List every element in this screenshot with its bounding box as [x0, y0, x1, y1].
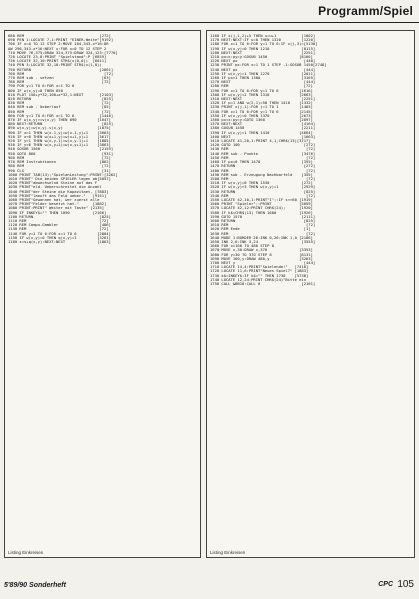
code-line: 1360 px=x:py=y:GOTO 1360 [2097]: [210, 117, 313, 123]
code-line: 790 FOR y=1 TO 6:FOR x=1 TO 6: [8, 83, 75, 89]
page-header: [0, 0, 419, 23]
code-line: 880 NEXT:RETURN [825]: [8, 121, 114, 127]
code-line: 1220 NEXT px [448]: [210, 58, 316, 64]
code-line: 960 REM [72]: [8, 154, 111, 160]
code-line: 1250 IF w(x,y)=1 THEN 1270 [2011]: [210, 70, 316, 76]
code-line: 1720 LOCATE 11,6:PRINT"Neues Spiel?" [1883]: [210, 268, 309, 274]
code-line: 1560 PRINT "Spieler";:PRINT [5059]: [210, 201, 313, 207]
code-line: 1660 FOR x=160 TO 480 STEP 8: [210, 243, 275, 249]
code-line: 700 IF x=0 TO 12 STEP 2:MOVE 104,343-x*16:DR: [8, 41, 109, 47]
code-line: 930 IF y<6 THEN w(x,y+1)=w(x,y+1)+1 [3863]: [8, 142, 111, 148]
code-line: 780 REM [72]: [8, 79, 111, 85]
code-line: 850 REM [72]: [8, 108, 111, 114]
code-line: 1380 GOSUB 1450 [2211]: [210, 125, 316, 131]
code-line: 1000 PRINT TAB(13);"SpielanLeitung":PRINT:[3262]: [8, 171, 118, 177]
page-footer: [0, 574, 419, 599]
code-line: 1120 REM Compu-Gambler [486]: [8, 222, 111, 228]
code-line: 1310 NEXT:NEXT [2251]: [210, 96, 316, 102]
code-line: 720 LOCATE 23,8:PRINT "Spielstand":P [6859]: [8, 54, 107, 60]
code-line: 1580 IF k$=CHR$(13) THEN 1600 [1926]: [210, 209, 313, 215]
code-line: 740 PEN 3:LOCATE 32,18:PRINT STR$(x(1,0)): [8, 62, 102, 68]
code-line: 1330 PRINT x(j,1):FOR j=1 TO 1 [1483]: [210, 104, 313, 110]
code-line: 990 CLS [31]: [8, 167, 111, 173]
page-number: 105: [397, 579, 414, 590]
code-line: 730 LOCATE 32,10:PRINT STR$(x(0,0)) [6011]: [8, 58, 107, 64]
code-line: 1540 REM [72]: [210, 192, 316, 198]
code-line: 1050 PRINT"laeuft das Feld ueber." [9151]: [8, 192, 107, 198]
code-line: 680 REM [272]: [8, 33, 111, 38]
magazine-logo: CPC: [378, 581, 393, 588]
code-line: 970 REM Instruktionen [862]: [8, 159, 111, 165]
code-line: 950 GOTO 860 [931]: [8, 150, 114, 156]
code-line: 1430 REM [72]: [210, 146, 316, 152]
code-line: 1670 MOVE x,30:DRAW x,370 [3353]: [210, 247, 313, 253]
code-line: 1530 RETURN [825]: [210, 188, 316, 194]
code-line: 1030 PRINT"eld. Ueberschreitet die Anzahl: [8, 184, 102, 190]
listing-caption: Listing Einkreisen: [8, 550, 44, 555]
code-line: 1110 REM [72]: [8, 217, 109, 223]
code-line: 1150 IF w(x,y)=0 THEN q(x,y)=1 [3261]: [8, 234, 111, 240]
code-line: 1160 s=s+q(x,y):NEXT:NEXT [1863]: [8, 238, 111, 244]
code-line: AW 296,343-x*16:NEXT x:FOR x=0 TO 12 STEP 2: [8, 45, 107, 51]
code-line: 1750 CALL &BB18:CALL 0 [2161]: [210, 280, 316, 286]
code-line: 820 RETURN [825]: [8, 96, 114, 102]
code-line: 1710 LOCATE 14,4:PRINT"Spielende!" [7418]: [210, 264, 309, 270]
code-line: 1570 LOCATE 42,12:PRINT CHR$(24); [1920]: [210, 205, 313, 211]
code-line: 980 REM [72]: [8, 163, 111, 169]
code-line: 1620 REM Ende [1]: [210, 226, 311, 232]
code-line: 900 IF x>1 THEN w(x-1,y)=w(x-1,y)+1 [3663]: [8, 129, 111, 135]
code-line: 760 REM [72]: [8, 70, 114, 76]
code-line: 1740 LOCATE 12,24:PRINT CHR$(24)"Bitte ein: [210, 276, 307, 282]
code-line: 1010 PRINT" Die beiden SPIELER legen ab[5057]: [8, 175, 111, 181]
code-line: 910 IF x<6 THEN w(x+1,y)=w(x+1,y)+1 [3617]: [8, 133, 111, 139]
code-line: 690 PEN 1:LOCATE 7,1:PRINT "EINER-Weite"[9192]: [8, 37, 114, 43]
code-line: 1610 REM [72]: [210, 222, 316, 228]
code-line: 750 RETURN [2661]: [8, 66, 114, 72]
code-line: 1730 k$=INKEY$:IF k$="" THEN 1730 [5738]: [210, 272, 309, 278]
section-title: Programm/Spiel: [318, 4, 413, 18]
code-line: 710 MOVE 76,375:DRAW 324,375:DRAW 324,123:[7770]: [8, 49, 118, 55]
code-line: 1510 IF w(x,y)=0 THEN 1530 [272]: [210, 180, 313, 186]
code-line: 1370 NEXT:NEXT [4164]: [210, 121, 316, 127]
code-line: 1170 NEXT:NEXT:IF u=0 THEN 1320 [1220]: [210, 37, 316, 43]
code-line: 1410 LOCATE 41,20,1:PRINT 4,1,CHR$(13)[3717]: [210, 138, 311, 144]
code-line: 1300 IF w(x,y)=2 THEN 1310 [2663]: [210, 91, 313, 97]
code-line: 940 GOSUB 1560 [2159]: [8, 146, 114, 152]
code-line: 800 IF w(x,y)=0 THEN 850: [8, 87, 63, 93]
code-line: 1550 LOCATE 42,10,1:PRINT"I";:IF s<>60 [1919]: [210, 196, 313, 202]
issue-label: 5'89/90 Sonderheft: [4, 582, 66, 589]
code-line: 1070 PRINT"Felder besetzt hat." [1882]: [8, 201, 107, 207]
code-line: 920 IF y>1 THEN w(x,y-1)=w(x,y-1)+1 [1885]: [8, 138, 111, 144]
code-listing: [207, 31, 414, 542]
code-line: 1470 RETURN [272]: [210, 163, 316, 169]
code-line: 1130 REM [72]: [8, 226, 109, 232]
code-line: 1640 MODE 1:BORDER 26:INK 0,26:INK 1,0 [2186]: [210, 234, 313, 240]
code-line: 1650 INK 2,6:INK 3,24 [3555]: [210, 238, 316, 244]
code-line: 1630 REM [72]: [210, 230, 316, 236]
code-line: 1190 IF w(x,y)=0 THEN 1210 [8115]: [210, 45, 316, 51]
code-line: 1390 IF w(x,y)=1 THEN 1410 [4664]: [210, 129, 313, 135]
code-line: 1200 NEXT:NEXT [2251]: [210, 49, 316, 55]
code-line: 1500 REM [72]: [210, 175, 316, 181]
code-line: 890 w(x,y)=w(x,y)-v(x,y) [1875]: [8, 125, 111, 131]
code-line: 1040 PRINT"der Steine die Kapazitaet, [7883]: [8, 188, 109, 194]
code-listing: [5, 31, 200, 542]
code-line: 1230 PRINT px:FOR x=1 TO 1 STEP -1:GOSUB 1450[2748]: [210, 62, 327, 68]
code-line: 1690 MOVE 160,y:DRAW 480,y [3263]: [210, 255, 313, 261]
code-line: 830 REM [72]: [8, 100, 111, 106]
code-line: 1210 px=x:py=y:GOSUB 1450 [8166]: [210, 54, 313, 60]
code-line: 1520 IF w(x,y)>3 THEN w(x,y)=1 [2929]: [210, 184, 316, 190]
code-line: 1270 NEXT [444]: [210, 79, 316, 85]
code-line: 1320 IF p=1 AND w(2,1)=50 THEN 1410 [1332]: [210, 100, 313, 106]
code-line: 840 REM sub - Ueberlauf [85]: [8, 104, 111, 110]
code-line: 1340 FOR x=1 TO 6:FOR y=1 TO 6 [2145]: [210, 108, 313, 114]
code-line: 1160 IF x(j,1,2)+5 THEN u=u+1 [1802]: [210, 33, 316, 38]
code-line: 1020 PRINT"abwechselnd Steine auf das F: [8, 180, 98, 186]
code-line: 1180 FOR x=1 TO 6:FOR y=1 TO 6:IF x(j,3)=[5130]: [210, 41, 318, 47]
listing-column-right: [206, 30, 415, 558]
code-line: 1590 GOTO 1570 [2111]: [210, 213, 316, 219]
code-line: 1280 REM [72]: [210, 83, 313, 89]
code-line: 1090 IF INKEY$="" THEN 1090 [2166]: [8, 209, 107, 215]
code-line: 1350 IF w(x,y)=0 THEN 1370 [2673]: [210, 112, 313, 118]
listing-column-left: [4, 30, 201, 558]
code-line: 1140 FOR y=1 TO 6:FOR x=1 TO 6 [2804]: [8, 230, 111, 236]
listing-caption: Listing Einkreisen: [210, 550, 246, 555]
code-line: 870 IF w(x,y)>=v(x,y) THEN 890 [1647]: [8, 117, 111, 123]
code-line: 1450 REM [72]: [210, 154, 316, 160]
code-line: 1600 RETURN [825]: [210, 217, 316, 223]
code-line: 1290 FOR x=1 TO 6:FOR y=1 TO 6 [1616]: [210, 87, 313, 93]
code-line: 1240 NEXT px [444]: [210, 66, 316, 72]
code-line: 1440 REM sub - Punkte [3476]: [210, 150, 316, 156]
code-line: 810 PLOT 150+y*32,100+x*32,1:NEXT [2103]: [8, 91, 114, 97]
code-line: 1460 IF px=0 THEN 1470 [355]: [210, 159, 313, 165]
code-line: 1260 IF px=1 THEN 1300 [3165]: [210, 75, 316, 81]
code-line: 860 FOR y=1 TO 6:FOR x=1 TO 6 [1446]: [8, 112, 114, 118]
code-line: 1100 RETURN [825]: [8, 213, 111, 219]
code-line: 1480 REM [72]: [210, 167, 316, 173]
code-line: 1420 GOTO 100 [272]: [210, 142, 316, 148]
code-line: 1400 NEXT [1663]: [210, 133, 316, 139]
code-line: 1680 FOR y=30 TO 370 STEP 8 [8131]: [210, 251, 313, 257]
code-line: 1700 NEXT y [444]: [210, 259, 316, 265]
code-line: 1490 REM sub - Erzeugung Nachbarfeld [355]: [210, 171, 313, 177]
code-line: 770 REM sub - setzen [63]: [8, 75, 111, 81]
code-line: 1080 PRINT:PRINT" Weiter mit Taste" [2135]: [8, 205, 105, 211]
code-line: 1060 PRINT"Gewonnen hat, wer zuerst alle: [8, 196, 100, 202]
